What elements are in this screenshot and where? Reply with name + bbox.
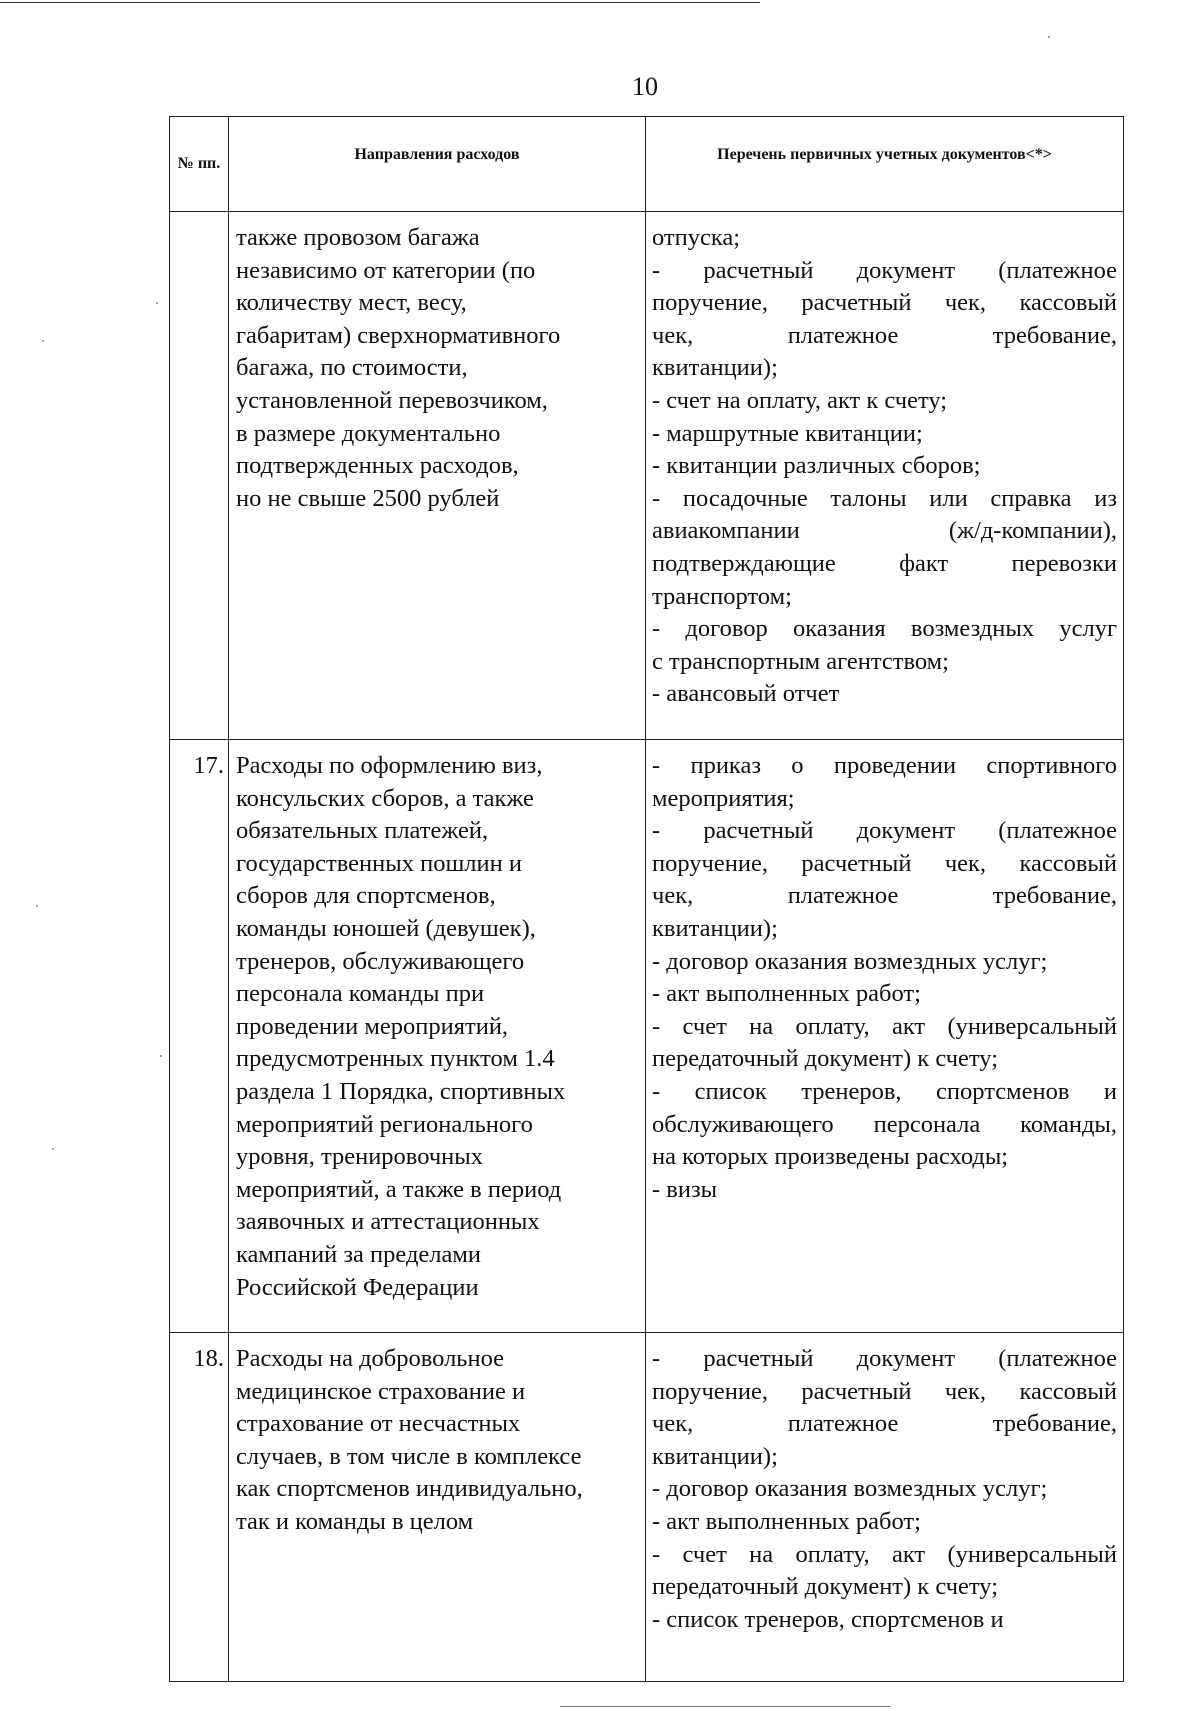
document-list-line: - договор оказания возмездных услуг bbox=[652, 615, 1117, 643]
row-number: 18. bbox=[170, 1333, 229, 1682]
document-list-line: - договор оказания возмездных услуг; bbox=[652, 1475, 1048, 1503]
expense-direction-line: медицинское страхование и bbox=[236, 1377, 526, 1405]
table-row bbox=[170, 740, 1124, 1333]
expense-direction-line: багажа, по стоимости, bbox=[236, 354, 468, 382]
document-list-line: поручение, расчетный чек, кассовый bbox=[652, 289, 1117, 317]
document-list-line: - акт выполненных работ; bbox=[652, 980, 921, 1008]
document-list-line: поручение, расчетный чек, кассовый bbox=[652, 1377, 1117, 1405]
document-list-line: - квитанции различных сборов; bbox=[652, 452, 981, 480]
scan-edge-top bbox=[0, 2, 760, 3]
document-list-line: подтверждающие факт перевозки bbox=[652, 549, 1117, 577]
expense-direction-line: Расходы по оформлению виз, bbox=[236, 752, 543, 779]
documents-list-cell bbox=[646, 1333, 1124, 1682]
document-list-line: - список тренеров, спортсменов и bbox=[652, 1605, 1004, 1633]
scan-speck bbox=[1048, 36, 1050, 38]
header-expense-direction: Направления расходов bbox=[229, 117, 646, 212]
expense-direction-line: но не свыше 2500 рублей bbox=[236, 484, 500, 512]
document-list-line: чек, платежное требование, bbox=[652, 1410, 1117, 1438]
document-list-line: на которых произведены расходы; bbox=[652, 1143, 1009, 1171]
expense-direction-line: раздела 1 Порядка, спортивных bbox=[236, 1077, 566, 1105]
expense-direction-line: подтвержденных расходов, bbox=[236, 452, 519, 480]
expense-direction-line: персонала команды при bbox=[236, 980, 485, 1008]
expense-direction-line: случаев, в том числе в комплексе bbox=[236, 1442, 582, 1470]
expense-direction-line: сборов для спортсменов, bbox=[236, 882, 496, 910]
expense-direction-line: в размере документально bbox=[236, 419, 501, 447]
table-row bbox=[170, 1333, 1124, 1682]
document-list-line: передаточный документ) к счету; bbox=[652, 1573, 999, 1601]
document-list-line: мероприятия; bbox=[652, 784, 795, 812]
expense-direction-line: команды юношей (девушек), bbox=[236, 914, 536, 942]
row-number bbox=[170, 212, 229, 740]
expense-direction-line: проведении мероприятий, bbox=[236, 1012, 509, 1040]
table-row bbox=[170, 212, 1124, 740]
document-list-line: обслуживающего персонала команды, bbox=[652, 1110, 1117, 1138]
expense-direction-cell bbox=[229, 212, 646, 740]
documents-list-cell bbox=[646, 740, 1124, 1333]
document-list-line: - счет на оплату, акт (универсальный bbox=[652, 1012, 1117, 1040]
expense-documents-table bbox=[169, 116, 1124, 1682]
row-number: 17. bbox=[170, 740, 229, 1333]
expense-direction-line: габаритам) сверхнормативного bbox=[236, 321, 561, 349]
expense-direction-line: предусмотренных пунктом 1.4 bbox=[236, 1045, 555, 1073]
document-list-line: - визы bbox=[652, 1175, 718, 1203]
document-list-line: чек, платежное требование, bbox=[652, 321, 1117, 349]
scan-speck bbox=[156, 302, 158, 304]
expense-direction-line: также провозом багажа bbox=[236, 224, 480, 251]
document-list-line: - расчетный документ (платежное bbox=[652, 256, 1117, 284]
document-list-line: - посадочные талоны или справка из bbox=[652, 484, 1117, 512]
expense-direction-line: Российской Федерации bbox=[236, 1273, 479, 1301]
document-list-line: - акт выполненных работ; bbox=[652, 1507, 921, 1535]
expense-direction-line: независимо от категории (по bbox=[236, 256, 536, 284]
scan-speck bbox=[36, 905, 38, 907]
document-list-line: - авансовый отчет bbox=[652, 680, 840, 708]
expense-direction-line: кампаний за пределами bbox=[236, 1240, 481, 1268]
expense-direction-line: тренеров, обслуживающего bbox=[236, 947, 525, 975]
expense-direction-line: обязательных платежей, bbox=[236, 817, 489, 845]
expense-direction-cell bbox=[229, 1333, 646, 1682]
document-list-line: чек, платежное требование, bbox=[652, 882, 1117, 910]
document-list-line: квитанции); bbox=[652, 1442, 778, 1470]
expense-direction-line: государственных пошлин и bbox=[236, 849, 522, 877]
expense-direction-line: количеству мест, весу, bbox=[236, 289, 467, 317]
document-list-line: - список тренеров, спортсменов и bbox=[652, 1077, 1117, 1105]
document-list-line: квитанции); bbox=[652, 354, 778, 382]
document-list-line: поручение, расчетный чек, кассовый bbox=[652, 849, 1117, 877]
expense-direction-line: мероприятий, а также в период bbox=[236, 1175, 562, 1203]
expense-direction-line: установленной перевозчиком, bbox=[236, 386, 548, 414]
document-list-line: отпуска; bbox=[652, 224, 741, 251]
expense-direction-line: консульских сборов, а также bbox=[236, 784, 534, 812]
scan-speck bbox=[160, 1055, 162, 1057]
scan-edge-bottom bbox=[560, 1706, 890, 1707]
expense-direction-line: страхование от несчастных bbox=[236, 1410, 521, 1438]
expense-direction-line: так и команды в целом bbox=[236, 1507, 474, 1535]
document-list-line: - расчетный документ (платежное bbox=[652, 817, 1117, 845]
header-primary-documents: Перечень первичных учетных документов<*> bbox=[646, 117, 1124, 212]
document-list-line: транспортом; bbox=[652, 582, 792, 610]
document-list-line: - маршрутные квитанции; bbox=[652, 419, 923, 447]
document-list-line: - счет на оплату, акт к счету; bbox=[652, 386, 948, 414]
document-list-line: авиакомпании (ж/д-компании), bbox=[652, 517, 1117, 545]
expense-direction-line: уровня, тренировочных bbox=[236, 1143, 483, 1171]
expense-direction-line: Расходы на добровольное bbox=[236, 1345, 505, 1372]
document-list-line: квитанции); bbox=[652, 914, 778, 942]
document-list-line: передаточный документ) к счету; bbox=[652, 1045, 999, 1073]
document-list-line: - расчетный документ (платежное bbox=[652, 1345, 1117, 1372]
expense-direction-cell bbox=[229, 740, 646, 1333]
document-list-line: - счет на оплату, акт (универсальный bbox=[652, 1540, 1117, 1568]
scan-speck bbox=[52, 1148, 54, 1150]
document-list-line: с транспортным агентством; bbox=[652, 647, 949, 675]
documents-list-cell bbox=[646, 212, 1124, 740]
scan-speck bbox=[42, 340, 44, 342]
expense-direction-line: заявочных и аттестационных bbox=[236, 1208, 540, 1236]
expense-direction-line: мероприятий регионального bbox=[236, 1110, 533, 1138]
expense-direction-line: как спортсменов индивидуально, bbox=[236, 1475, 583, 1503]
table-header-row bbox=[170, 117, 1124, 212]
document-list-line: - договор оказания возмездных услуг; bbox=[652, 947, 1048, 975]
table-body bbox=[170, 212, 1124, 1682]
page-number: 10 bbox=[632, 72, 658, 101]
header-row-number: № пп. bbox=[170, 117, 229, 212]
document-list-line: - приказ о проведении спортивного bbox=[652, 752, 1117, 779]
